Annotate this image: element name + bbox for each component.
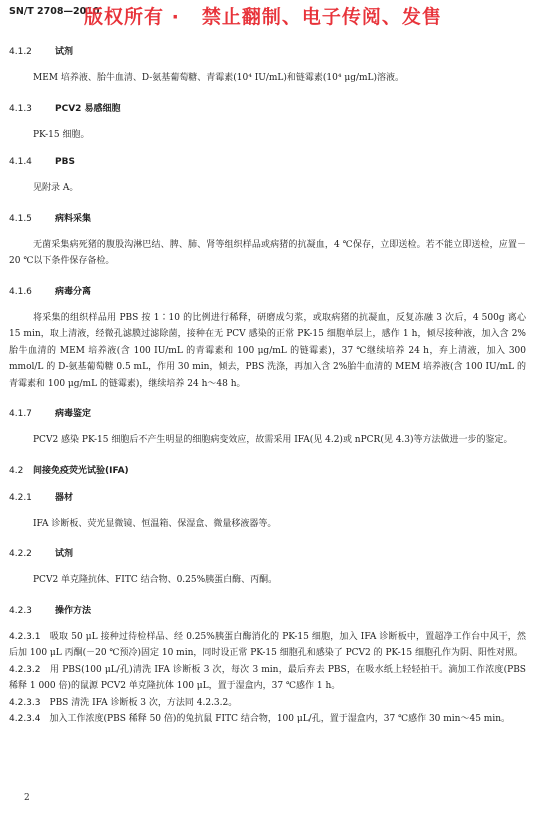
section-heading-4-2-1: 4.2.1 器材 xyxy=(9,492,74,503)
section-text-4-1-3: PK-15 细胞。 xyxy=(33,129,90,140)
section-heading-4-2-2: 4.2.2 试剂 xyxy=(9,549,74,559)
procedure-step: 4.2.3.2 用 PBS(100 μL/孔)清洗 IFA 诊断板 3 次，每次 3 min，最后弃去 PBS，在吸水纸上轻轻拍干。滴加工作浓度(PBS 稀释 1 000 倍)的鼠源 PCV2 单克隆抗体 100 μL，置于湿盒内，37 ℃感作 1 h。 xyxy=(9,664,526,691)
section-text-4-1-4: 见附录 A。 xyxy=(33,183,79,193)
copyright-watermark xyxy=(84,2,442,29)
section-heading-4-1-4: 4.1.4 PBS xyxy=(9,157,75,167)
section-heading-4-2-3: 4.2.3 操作方法 xyxy=(9,605,92,616)
section-text-4-1-2: MEM 培养液、胎牛血清、D-氨基葡萄糖、青霉素(10⁴ IU/mL)和链霉素(10⁴ μg/mL)溶液。 xyxy=(33,73,405,83)
watermark-text-1: 版权所有 · xyxy=(84,6,180,28)
section-heading-4-1-6: 4.1.6 病毒分离 xyxy=(9,286,92,297)
procedure-step: 4.2.3.1 吸取 50 μL 接种过待检样品、经 0.25%胰蛋白酶消化的 PK-15 细胞，加入 IFA 诊断板中，置超净工作台中风干，然后加 100 μL 丙酮(－20 ℃预冷)固定 10 min，同时设正常 PK-15 细胞孔和感染了 PCV2 的 PK-15 细胞孔作为阴、阳性对照。 xyxy=(9,631,526,658)
watermark-text-2: 禁止翻制、电子传阅、发售 xyxy=(201,6,442,28)
section-heading-4-1-5: 4.1.5 病料采集 xyxy=(9,213,92,224)
section-text-4-1-5: 无菌采集病死猪的腹股沟淋巴结、脾、肺、肾等组织样品或病猪的抗凝血，4 ℃保存，立即送检。若不能立即送检，应置－20 ℃以下条件保存备检。 xyxy=(9,239,526,266)
page-number: 2 xyxy=(24,793,30,803)
section-heading-4-1-2: 4.1.2 试剂 xyxy=(9,47,74,57)
document-body xyxy=(9,44,526,728)
section-heading-4-1-7: 4.1.7 病毒鉴定 xyxy=(9,409,92,419)
procedure-step: 4.2.3.3 PBS 清洗 IFA 诊断板 3 次，方法同 4.2.3.2。 xyxy=(9,697,238,708)
document-id-header: SN/T 2708—2010 xyxy=(9,6,100,17)
section-text-4-2-2: PCV2 单克隆抗体、FITC 结合物、0.25%胰蛋白酶、丙酮。 xyxy=(33,575,278,585)
section-heading-4-1-3: 4.1.3 PCV2 易感细胞 xyxy=(9,103,121,114)
section-heading-4-2: 4.2 间接免疫荧光试验(IFA) xyxy=(9,465,129,476)
section-text-4-1-7: PCV2 感染 PK-15 细胞后不产生明显的细胞病变效应，故需采用 IFA(见 4.2)或 nPCR(见 4.3)等方法做进一步的鉴定。 xyxy=(33,435,513,445)
section-text-4-1-6: 将采集的组织样品用 PBS 按 1∶10 的比例进行稀释，研磨成匀浆，或取病猪的抗凝血，反复冻融 3 次后，4 500g 离心 15 min，取上清液，经微孔滤膜过滤除菌，接种在无 PCV 感染的正常 PK-15 细胞单层上，感作 1 h，倾尽接种液，加入含 2%胎牛血清的 MEM 培养液(含 100 IU/mL 的青霉素和 100 μg/mL 的链霉素)，37 ℃继续培养 24 h，弃上清液，加入 300 mmol/L 的 D-氨基葡萄糖 0.5 mL，作用 30 min，倾去，PBS 洗涤，再加入含 2%胎牛血清的 MEM 培养液(含 100 IU/mL 的青霉素和 100 μg/mL 的链霉素)，继续培养 24 h～48 h。 xyxy=(9,312,526,389)
section-text-4-2-1: IFA 诊断板、荧光显微镜、恒温箱、保湿盒、微量移液器等。 xyxy=(33,518,277,529)
procedure-step: 4.2.3.4 加入工作浓度(PBS 稀释 50 倍)的兔抗鼠 FITC 结合物，100 μL/孔，置于湿盒内，37 ℃感作 30 min～45 min。 xyxy=(9,714,511,724)
